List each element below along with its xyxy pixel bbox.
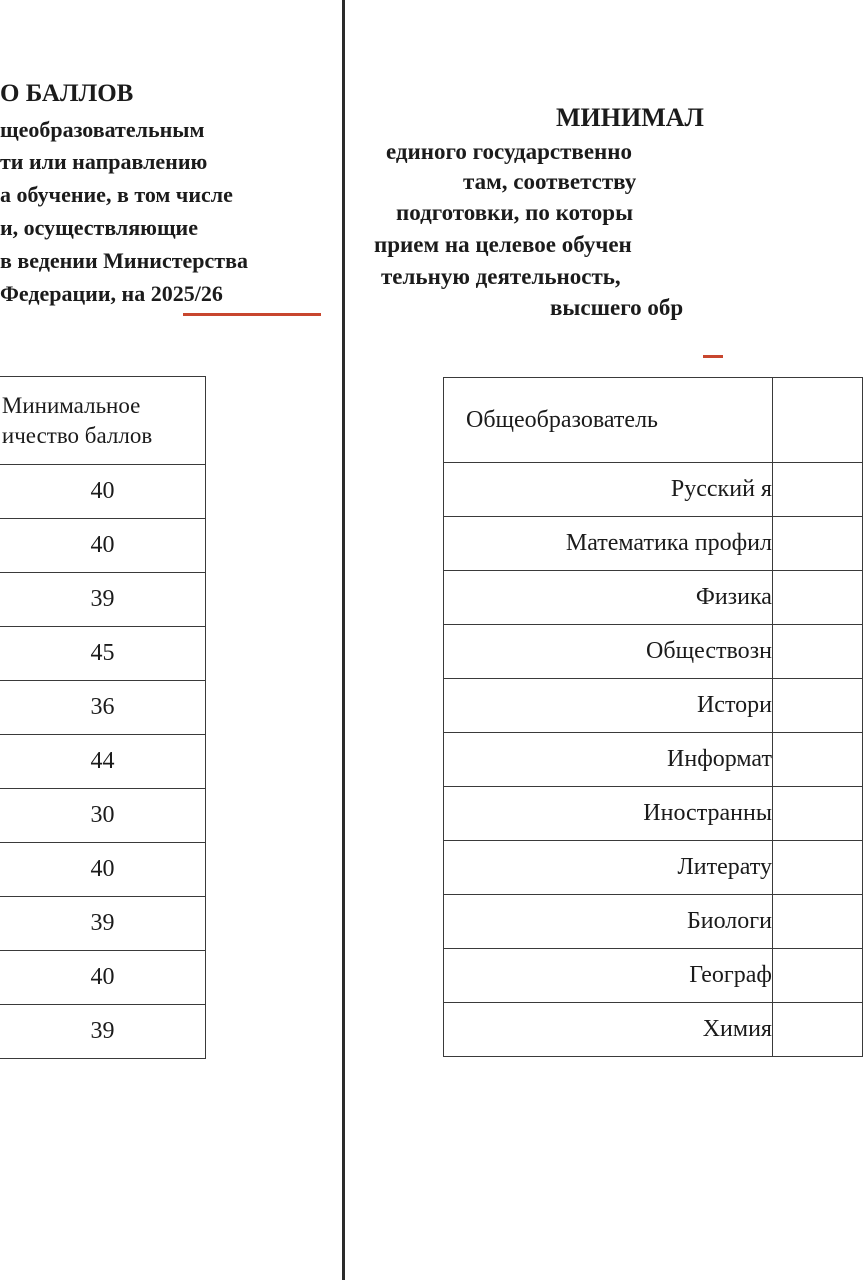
score-cell: 40 <box>0 465 206 519</box>
subject-cell: Географ <box>444 949 773 1003</box>
left-heading-line-7: Федерации, на 2025/26 <box>0 281 223 306</box>
subject-cell: Физика <box>444 571 773 625</box>
right-heading-line-2: единого государственно <box>386 139 633 164</box>
score-cell: 44 <box>0 735 206 789</box>
table-row <box>0 843 206 897</box>
table-header-row <box>444 378 863 463</box>
right-heading-line-1: МИНИМАЛ <box>556 103 704 132</box>
score-cell: 45 <box>0 627 206 681</box>
subject-cell: Истори <box>444 679 773 733</box>
left-heading-line-5: и, осуществляющие <box>0 215 198 240</box>
table-row <box>0 897 206 951</box>
left-heading-line-6: в ведении Министерства <box>0 248 248 273</box>
right-subjects-table <box>443 377 863 1057</box>
score-cell: 40 <box>0 519 206 573</box>
table-row <box>0 519 206 573</box>
right-heading-line-5: прием на целевое обучен <box>374 232 632 257</box>
table-row <box>0 735 206 789</box>
left-heading-line-1: О БАЛЛОВ <box>0 80 134 107</box>
table-row <box>0 789 206 843</box>
min-score-header-line-1: Минимальное <box>1 392 141 418</box>
subject-cell: Иностранны <box>444 787 773 841</box>
table-row <box>444 571 863 625</box>
subject-cell: Русский я <box>444 463 773 517</box>
right-heading-line-6: тельную деятельность, <box>381 264 621 289</box>
table-row <box>444 1003 863 1057</box>
subject-cell: Литерату <box>444 841 773 895</box>
right-page <box>345 0 772 1280</box>
table-row <box>0 465 206 519</box>
score-cell: 39 <box>0 573 206 627</box>
subject-cell: Математика профил <box>444 517 773 571</box>
table-row <box>444 625 863 679</box>
score-cell: 39 <box>0 897 206 951</box>
table-row <box>444 517 863 571</box>
subject-cell: Информат <box>444 733 773 787</box>
table-row <box>444 463 863 517</box>
table-row <box>0 573 206 627</box>
year-underline <box>183 313 321 316</box>
left-heading-line-3: ти или направлению <box>0 149 208 174</box>
subject-cell: Биологи <box>444 895 773 949</box>
right-underline-fragment <box>703 355 723 358</box>
score-cell: 40 <box>0 951 206 1005</box>
score-cell: 40 <box>0 843 206 897</box>
score-cell: 30 <box>0 789 206 843</box>
table-row <box>444 895 863 949</box>
table-row <box>444 679 863 733</box>
score-cell: 36 <box>0 681 206 735</box>
table-row <box>444 841 863 895</box>
table-row <box>0 681 206 735</box>
table-row <box>0 1005 206 1059</box>
subject-cell: Химия <box>444 1003 773 1057</box>
left-heading-line-4: а обучение, в том числе <box>0 182 233 207</box>
table-row <box>444 733 863 787</box>
table-header-row <box>0 377 206 465</box>
left-heading-line-2: щеобразовательным <box>0 117 205 142</box>
table-row <box>0 951 206 1005</box>
subject-cell: Обществозн <box>444 625 773 679</box>
table-row <box>0 627 206 681</box>
right-heading-line-3: там, соответству <box>463 169 637 194</box>
left-scores-table <box>0 376 206 1059</box>
left-page <box>0 0 342 1280</box>
table-row <box>444 787 863 841</box>
table-row <box>444 949 863 1003</box>
min-score-header <box>0 377 206 465</box>
right-heading-line-4: подготовки, по которы <box>396 200 634 225</box>
subject-header: Общеобразователь <box>444 378 773 463</box>
min-score-header-line-2: ичество баллов <box>1 422 153 448</box>
right-heading-line-7: высшего обр <box>550 295 684 320</box>
score-cell: 39 <box>0 1005 206 1059</box>
